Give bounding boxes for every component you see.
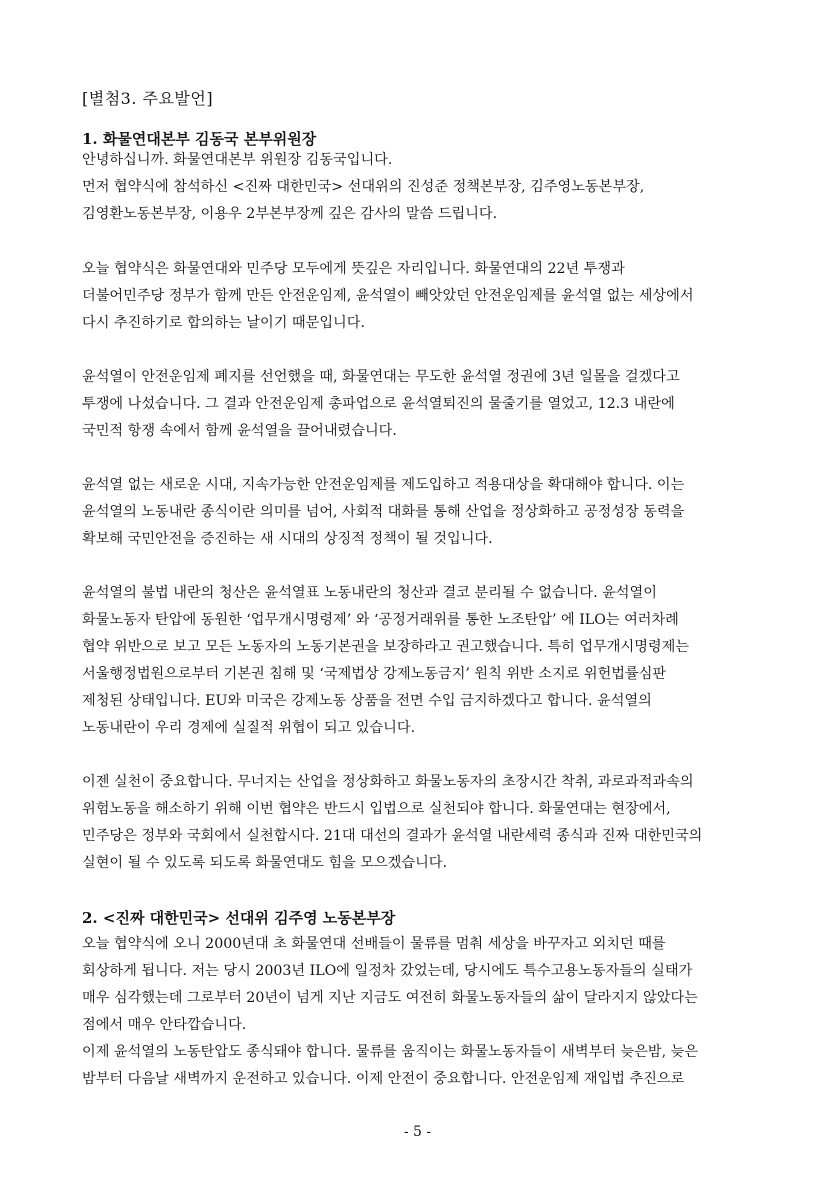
section1-line-7: 윤석열이 안전운임제 폐지를 선언했을 때, 화물연대는 무도한 윤석열 정권에 3년 일몰을 걸겠다고 — [82, 369, 680, 385]
section1-line-9: 국민적 항쟁 속에서 함께 윤석열을 끌어내렸습니다. — [82, 423, 397, 439]
section1-line-16: 서울행정법원으로부터 기본권 침해 및 ‘국제법상 강제노동금지’ 원칙 위반 소지로 위헌법률심판 — [82, 666, 667, 682]
section1-line-12: 확보해 국민안전을 증진하는 새 시대의 상징적 정책이 될 것입니다. — [82, 531, 493, 547]
section2-line-3: 매우 심각했는데 그로부터 20년이 넘게 지난 지금도 여전히 화물노동자들의 삶이 달라지지 않았다는 — [82, 990, 698, 1006]
section1-line-3: 김영환노동본부장, 이용우 2부본부장께 깊은 감사의 말씀 드립니다. — [82, 206, 498, 222]
section1-line-13: 윤석열의 불법 내란의 청산은 윤석열표 노동내란의 청산과 결코 분리될 수 없습니다. 윤석열이 — [82, 585, 657, 601]
page-number: - 5 - — [403, 1124, 432, 1140]
section1-line-15: 협약 위반으로 보고 모든 노동자의 노동기본권을 보장하라고 권고했습니다. 특히 업무개시명령제는 — [82, 639, 690, 655]
section1-line-1: 안녕하십니까. 화물연대본부 위원장 김동국입니다. — [82, 152, 393, 168]
section1-line-10: 윤석열 없는 새로운 시대, 지속가능한 안전운임제를 제도입하고 적용대상을 확대해야 합니다. 이는 — [82, 477, 685, 493]
section1-line-14: 화물노동자 탄압에 동원한 ‘업무개시명령제’ 와 ‘공정거래위를 통한 노조탄압’ 에 ILO는 여러차례 — [82, 612, 679, 628]
section2-line-6: 밤부터 다음날 새벽까지 운전하고 있습니다. 이제 안전이 중요합니다. 안전운임제 재입법 추진으로 — [82, 1071, 685, 1087]
section1-heading: 1. 화물연대본부 김동국 본부위원장 — [82, 130, 317, 148]
section1-line-18: 노동내란이 우리 경제에 실질적 위협이 되고 있습니다. — [82, 720, 416, 736]
section2-heading: 2. <진짜 대한민국> 선대위 김주영 노동본부장 — [82, 909, 396, 927]
section2-line-5: 이제 윤석열의 노동탄압도 종식돼야 합니다. 물류를 움직이는 화물노동자들이 새벽부터 늦은밤, 늦은 — [82, 1044, 699, 1060]
section1-line-8: 투쟁에 나섰습니다. 그 결과 안전운임제 총파업으로 윤석열퇴진의 물줄기를 열었고, 12.3 내란에 — [82, 396, 675, 412]
section1-line-17: 제청된 상태입니다. EU와 미국은 강제노동 상품을 전면 수입 금지하겠다고 합니다. 윤석열의 — [82, 693, 652, 709]
section1-line-19: 이젠 실천이 중요합니다. 무너지는 산업을 정상화하고 화물노동자의 초장시간 착취, 과로과적과속의 — [82, 774, 694, 790]
section1-line-4: 오늘 협약식은 화물연대와 민주당 모두에게 뜻깊은 자리입니다. 화물연대의 22년 투쟁과 — [82, 261, 625, 277]
section2-line-1: 오늘 협약식에 오니 2000년대 초 화물연대 선배들이 물류를 멈춰 세상을 바꾸자고 외치던 때를 — [82, 936, 666, 952]
section2-line-2: 회상하게 됩니다. 저는 당시 2003년 ILO에 일정차 갔었는데, 당시에도 특수고용노동자들의 실태가 — [82, 963, 693, 979]
appendix-title: [별첨3. 주요발언] — [82, 89, 214, 108]
section1-line-22: 실현이 될 수 있도록 되도록 화물연대도 힘을 모으겠습니다. — [82, 855, 448, 871]
section1-line-11: 윤석열의 노동내란 종식이란 의미를 넘어, 사회적 대화를 통해 산업을 정상화하고 공정성장 동력을 — [82, 504, 685, 520]
section1-line-2: 먼저 협약식에 참석하신 <진짜 대한민국> 선대위의 진성준 정책본부장, 김주영노동본부장, — [82, 179, 645, 195]
section1-line-21: 민주당은 정부와 국회에서 실천합시다. 21대 대선의 결과가 윤석열 내란세력 종식과 진짜 대한민국의 — [82, 828, 703, 844]
section2-line-4: 점에서 매우 안타깝습니다. — [82, 1017, 247, 1033]
section1-line-5: 더불어민주당 정부가 함께 만든 안전운임제, 윤석열이 빼앗았던 안전운임제를 윤석열 없는 세상에서 — [82, 288, 694, 304]
section1-line-20: 위험노동을 해소하기 위해 이번 협약은 반드시 입법으로 실천되야 합니다. 화물연대는 현장에서, — [82, 801, 671, 817]
section1-line-6: 다시 추진하기로 합의하는 날이기 때문입니다. — [82, 315, 365, 331]
